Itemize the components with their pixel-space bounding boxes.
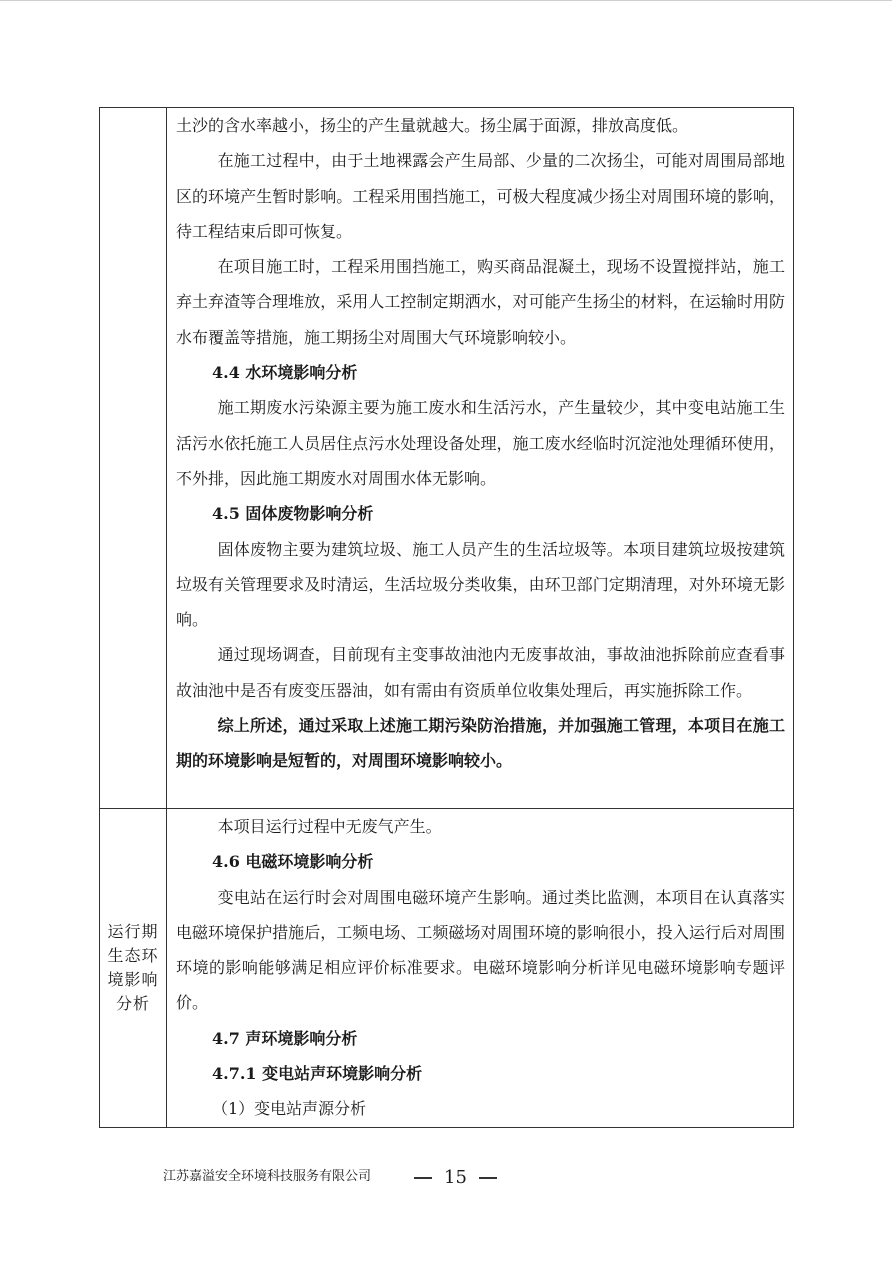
- heading-noise-substation: 4.7.1 变电站声环境影响分析: [212, 1064, 423, 1084]
- dash-right: [479, 1177, 497, 1179]
- paragraph: 变电站在运行时会对周围电磁环境产生影响。通过类比监测，本项目在认真落实电磁环境保护措施后，工频电场、工频磁场对周围环境的影响很小，投入运行后对周围环境的影响能够满足相应评价标准要求。电磁环境影响分析详见电磁环境影响专题评价。: [176, 887, 785, 1013]
- paragraph: 在项目施工时，工程采用围挡施工，购买商品混凝土，现场不设置搅拌站，施工弃土弃渣等合理堆放，采用人工控制定期洒水，对可能产生扬尘的材料，在运输时用防水布覆盖等措施，施工期扬尘对周围大气环境影响较小。: [176, 257, 785, 347]
- heading-water-environment: 4.4 水环境影响分析: [212, 363, 358, 383]
- list-item: （1）变电站声源分析: [212, 1099, 367, 1119]
- paragraph: 本项目运行过程中无废气产生。: [217, 817, 442, 836]
- table-row-construction: [100, 108, 794, 809]
- page-top-border: [0, 0, 892, 1]
- page-number: [402, 1165, 509, 1191]
- dash-left: [414, 1177, 432, 1179]
- page-number-value: 15: [444, 1167, 467, 1188]
- row-label-construction: [100, 108, 167, 809]
- summary-paragraph: 综上所述，通过采取上述施工期污染防治措施，并加强施工管理，本项目在施工期的环境影响是短暂的，对周围环境影响较小。: [176, 716, 785, 771]
- footer-company: 江苏嘉溢安全环境科技服务有限公司: [163, 1169, 372, 1184]
- paragraph: 土沙的含水率越小，扬尘的产生量就越大。扬尘属于面源，排放高度低。: [176, 116, 689, 135]
- heading-solid-waste: 4.5 固体废物影响分析: [212, 504, 374, 524]
- row-label-operation: [100, 809, 167, 1128]
- paragraph: 固体废物主要为建筑垃圾、施工人员产生的生活垃圾等。本项目建筑垃圾按建筑垃圾有关管理要求及时清运，生活垃圾分类收集，由环卫部门定期清理，对外环境无影响。: [176, 539, 785, 630]
- operation-label: 运行期生态环境影响分析: [107, 921, 159, 1013]
- content-table: [99, 107, 794, 1128]
- heading-electromagnetic: 4.6 电磁环境影响分析: [212, 852, 374, 872]
- table-row-operation: [100, 809, 794, 1128]
- construction-content: [167, 108, 794, 809]
- paragraph: 通过现场调查，目前现有主变事故油池内无废事故油，事故油池拆除前应查看事故油池中是否有废变压器油，如有需由有资质单位收集处理后，再实施拆除工作。: [176, 645, 785, 700]
- heading-noise: 4.7 声环境影响分析: [212, 1028, 358, 1048]
- paragraph: 在施工过程中，由于土地裸露会产生局部、少量的二次扬尘，可能对周围局部地区的环境产生暂时影响。工程采用围挡施工，可极大程度减少扬尘对周围环境的影响，待工程结束后即可恢复。: [176, 151, 785, 241]
- paragraph: 施工期废水污染源主要为施工废水和生活污水，产生量较少，其中变电站施工生活污水依托施工人员居住点污水处理设备处理，施工废水经临时沉淀池处理循环使用，不外排，因此施工期废水对周围水体无影响。: [176, 398, 785, 488]
- operation-content: [167, 809, 794, 1128]
